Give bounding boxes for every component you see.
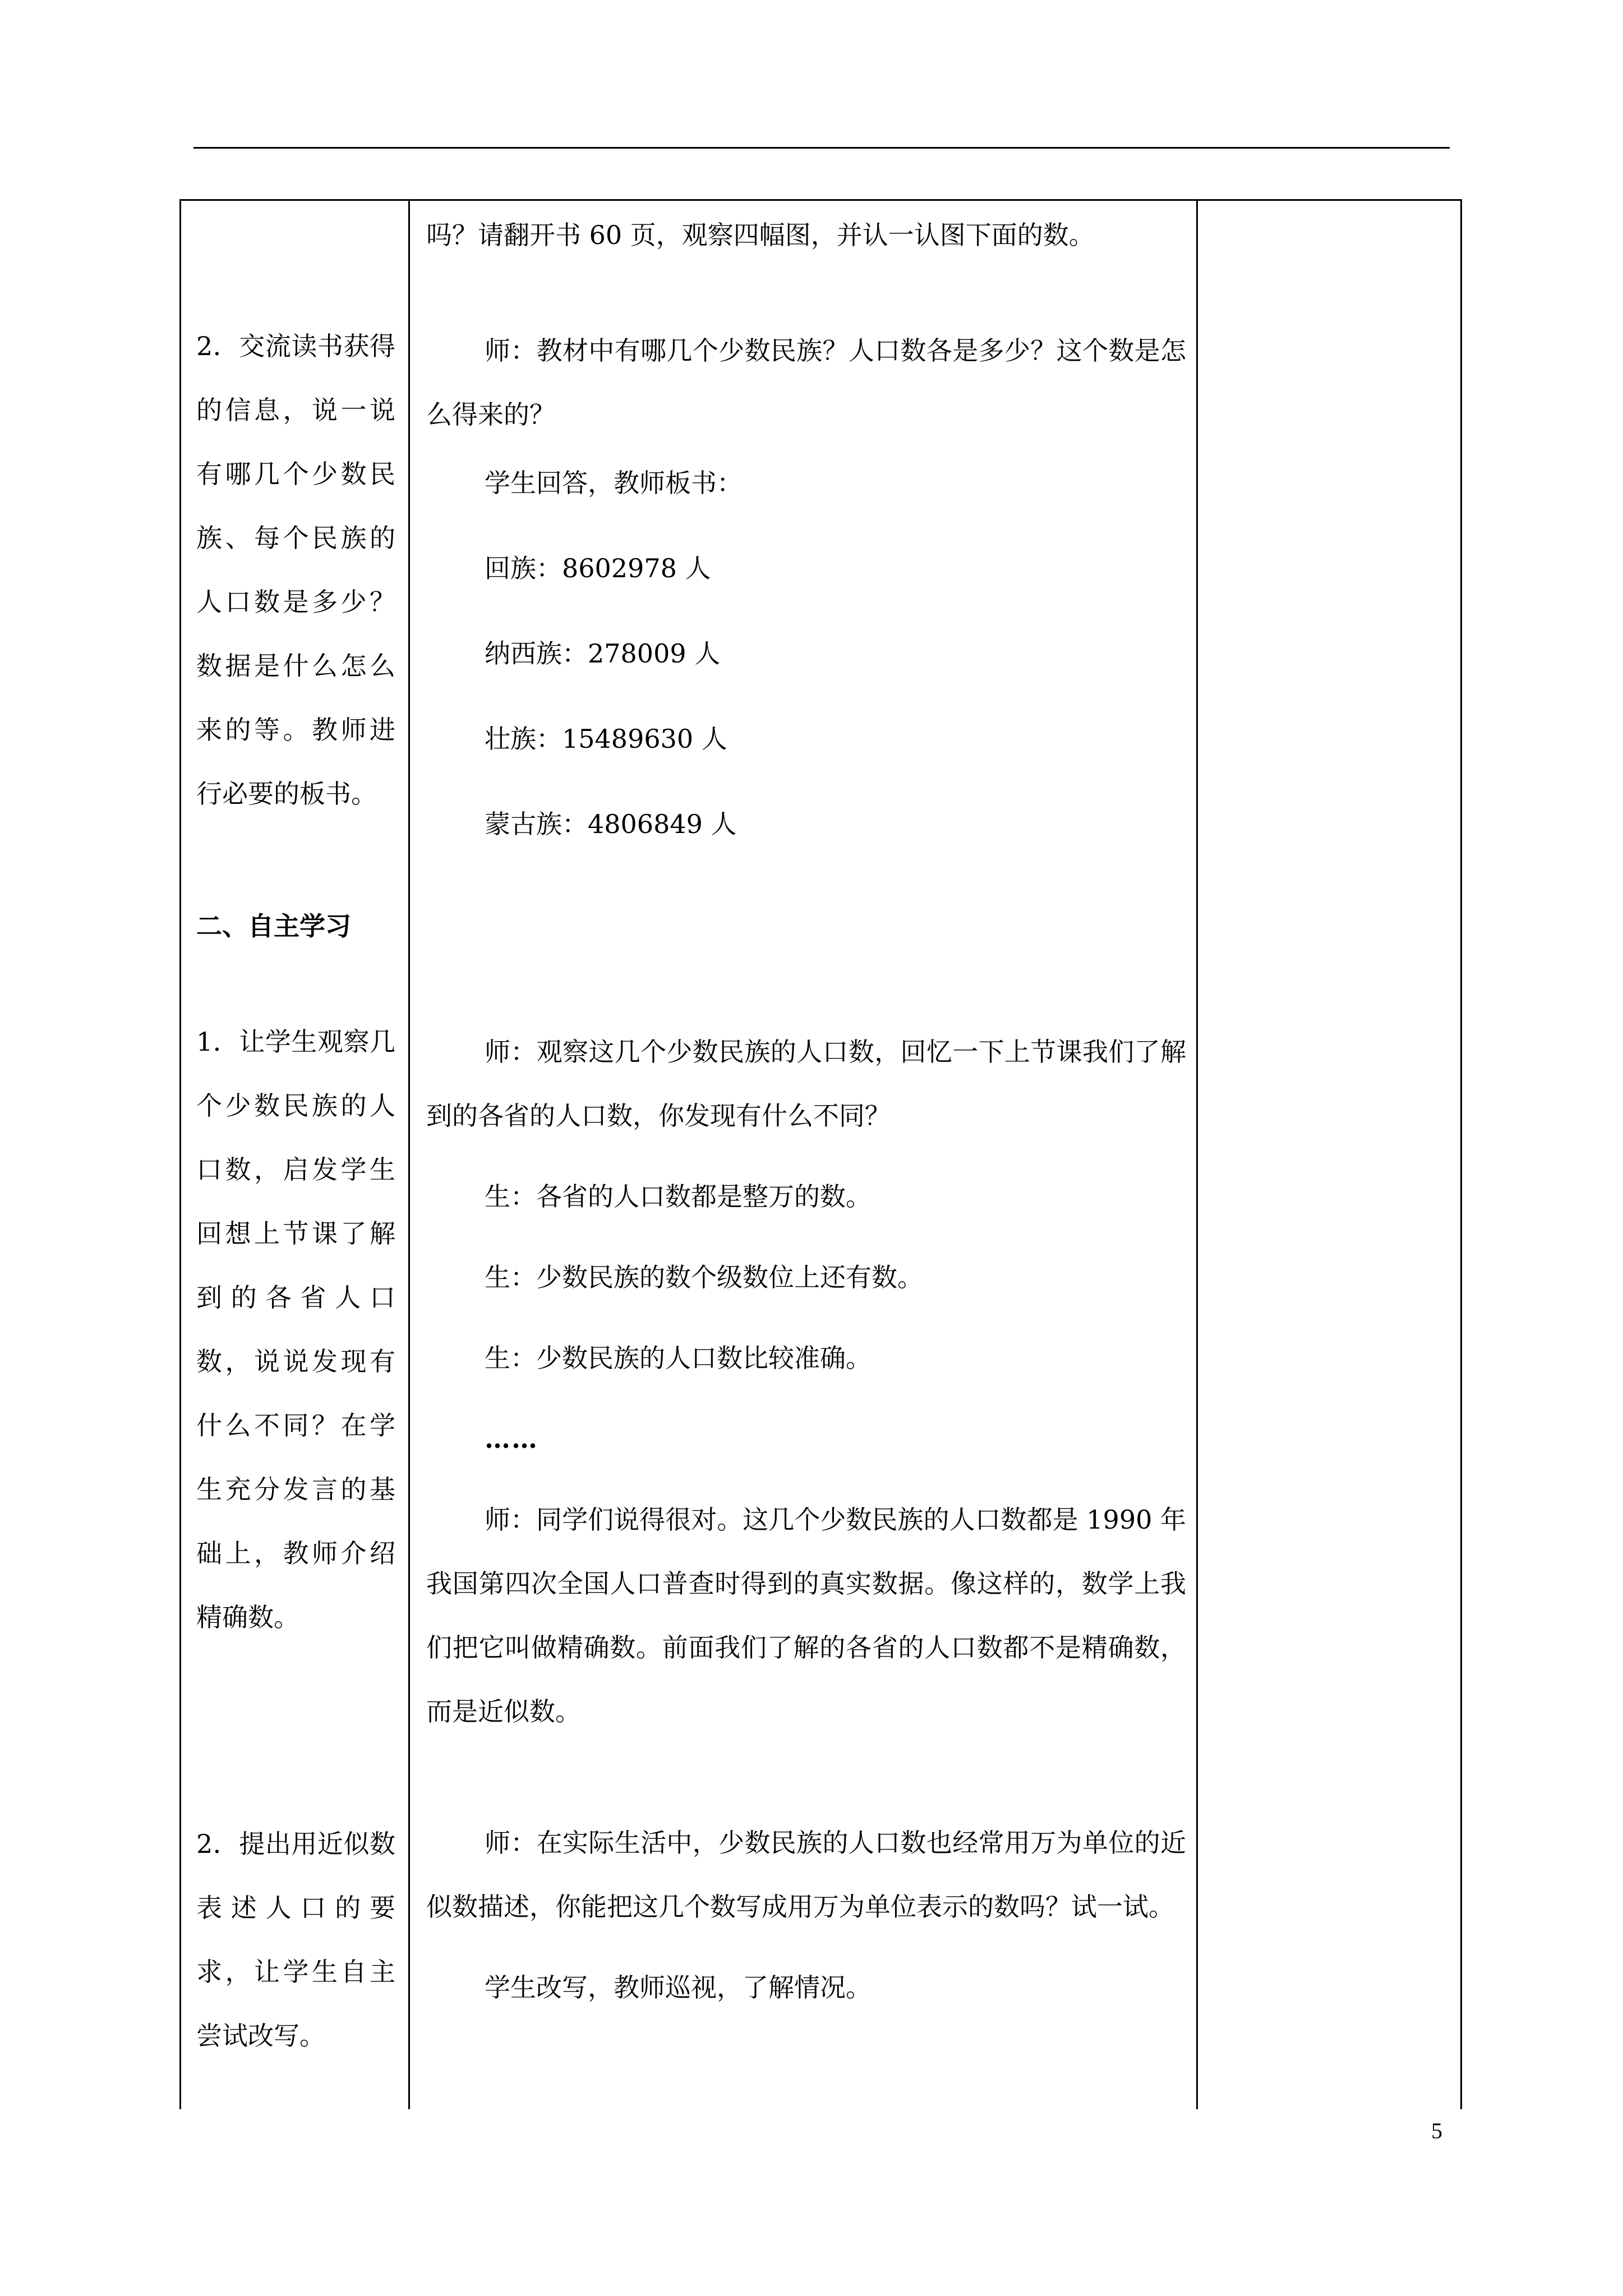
line-student-answer: 学生回答，教师板书： [485, 468, 743, 498]
header-rule [193, 147, 1450, 149]
line-teacher-explain: 师：同学们说得很对。这几个少数民族的人口数都是 1990 年我国第四次全国人口普查时得到的真实数据。像这样的，数学上我们把它叫做精确数。前面我们了解的各省的人口数都不是精确数，而是近似数。 [426, 1504, 1186, 1727]
board-hui: 回族：8602978 人 [485, 553, 711, 583]
line-teacher-question-3: 师：在实际生活中，少数民族的人口数也经常用万为单位的近似数描述，你能把这几个数写成用万为单位表示的数吗？试一试。 [426, 1828, 1186, 1922]
left-column [196, 314, 395, 2068]
ellipsis: …… [485, 1424, 538, 1454]
section-heading-self-study: 二、自主学习 [196, 911, 351, 941]
line-student-3: 生：少数民族的人口数比较准确。 [485, 1343, 872, 1373]
step-observe-population: 1．让学生观察几个少数民族的人口数，启发学生回想上节课了解到的各省人口数，说说发现有什么不同？在学生充分发言的基础上，教师介绍精确数。 [196, 1027, 395, 1632]
page-number: 5 [1431, 2118, 1442, 2143]
column-divider-right [1196, 199, 1198, 2109]
line-open-book: 吗？请翻开书 60 页，观察四幅图，并认一认图下面的数。 [426, 220, 1095, 250]
line-student-rewrite: 学生改写，教师巡视，了解情况。 [485, 1972, 872, 2003]
board-mongol: 蒙古族：4806849 人 [485, 809, 737, 839]
board-zhuang: 壮族：15489630 人 [485, 724, 727, 754]
line-student-2: 生：少数民族的数个级数位上还有数。 [485, 1262, 923, 1292]
middle-column [426, 203, 1186, 2019]
line-teacher-question-2: 师：观察这几个少数民族的人口数，回忆一下上节课我们了解到的各省的人口数，你发现有什么不同？ [426, 1037, 1186, 1131]
line-teacher-question-1: 师：教材中有哪几个少数民族？人口数各是多少？这个数是怎么得来的？ [426, 335, 1186, 430]
board-naxi: 纳西族：278009 人 [485, 638, 721, 669]
step-exchange-info: 2．交流读书获得的信息，说一说有哪几个少数民族、每个民族的人口数是多少？数据是什么怎么来的等。教师进行必要的板书。 [196, 331, 395, 809]
line-student-1: 生：各省的人口数都是整万的数。 [485, 1181, 872, 1212]
step-approximate-rewrite: 2．提出用近似数表述人口的要求，让学生自主尝试改写。 [196, 1829, 395, 2051]
column-divider-left [408, 199, 410, 2109]
